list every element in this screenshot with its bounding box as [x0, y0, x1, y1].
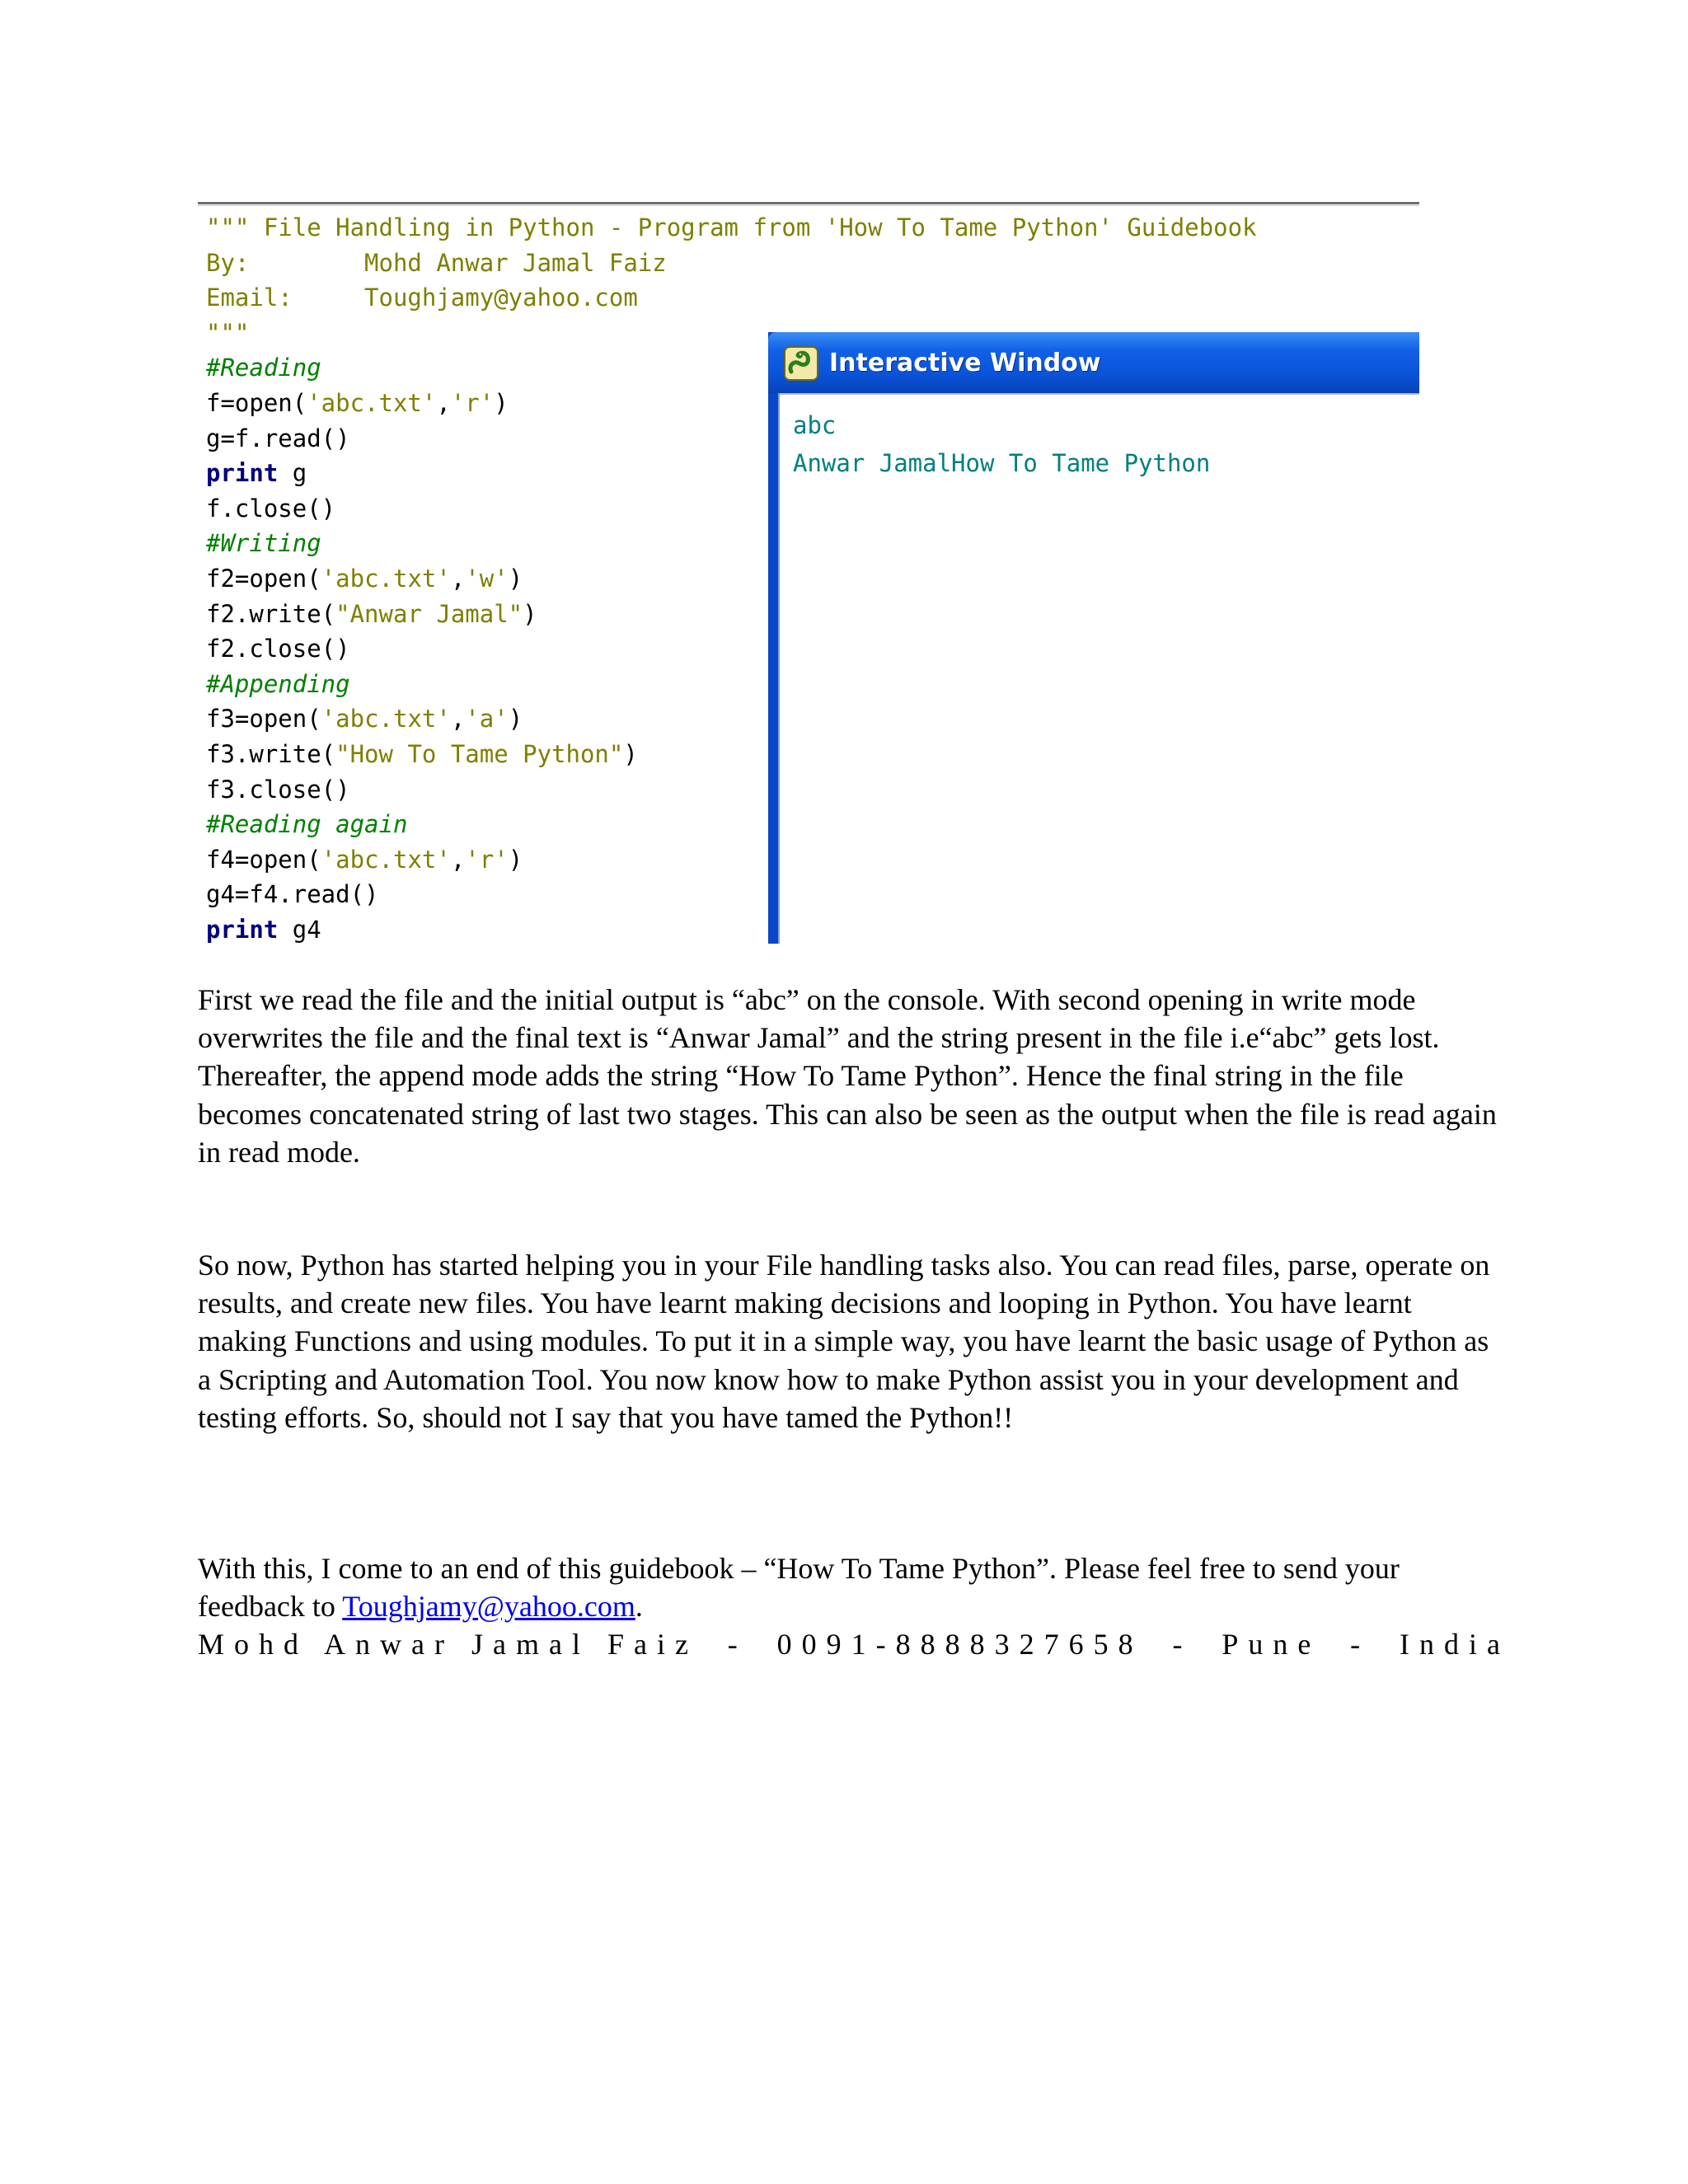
- code-string: 'abc.txt': [321, 564, 451, 593]
- closing-period: .: [635, 1590, 643, 1624]
- code-comment: #Reading: [206, 354, 321, 382]
- code-token: f=open(: [206, 388, 307, 417]
- interactive-window-output-area[interactable]: [780, 393, 1419, 944]
- code-line: [206, 246, 1257, 281]
- author-name: Mohd Anwar Jamal Faiz: [198, 1628, 698, 1661]
- code-token: f4=open(: [206, 845, 321, 874]
- code-token: ,: [450, 564, 466, 593]
- author-signature: [198, 1625, 1510, 1663]
- editor-top-border-shadow: [198, 205, 1419, 206]
- interactive-window-title: Interactive Window: [829, 349, 1101, 377]
- output-line: Anwar JamalHow To Tame Python: [793, 449, 1211, 477]
- output-line: abc: [793, 411, 837, 439]
- code-string: 'r': [450, 388, 495, 417]
- interactive-window-left-frame: [768, 332, 780, 944]
- code-token: ): [494, 388, 509, 417]
- signature-separator: -: [1172, 1628, 1193, 1661]
- interactive-window: [768, 332, 1419, 944]
- signature-separator: -: [1350, 1628, 1371, 1661]
- code-token: ): [523, 599, 537, 628]
- interactive-window-titlebar[interactable]: [768, 332, 1419, 393]
- code-token: g=f.read(): [206, 424, 350, 452]
- author-country: India: [1400, 1628, 1510, 1661]
- code-line: [206, 210, 1257, 246]
- code-token: ): [623, 739, 638, 768]
- code-comment: #Reading again: [206, 810, 408, 839]
- code-token: g4=f4.read(): [206, 880, 379, 909]
- code-token: f2.write(: [206, 599, 336, 628]
- code-token: f2=open(: [206, 564, 321, 593]
- author-city: Pune: [1221, 1628, 1321, 1661]
- code-token: f.close(): [206, 494, 336, 523]
- code-string: """: [206, 318, 250, 347]
- code-token: g: [278, 459, 307, 488]
- code-token: f3=open(: [206, 705, 321, 733]
- code-token: ): [508, 564, 523, 593]
- feedback-email-link[interactable]: Toughjamy@yahoo.com: [342, 1590, 635, 1624]
- code-string: "How To Tame Python": [335, 739, 624, 768]
- code-string: 'a': [465, 705, 509, 733]
- code-string: Email: Toughjamy@yahoo.com: [206, 284, 638, 312]
- code-token: ,: [436, 388, 451, 417]
- code-keyword: print: [206, 915, 279, 944]
- code-keyword: print: [206, 459, 279, 488]
- summary-paragraph: So now, Python has started helping you in your File handling tasks also. You can read files, parse, operate on results, and create new files. You have learnt making decisions and looping in Python. You have learnt making Functions and using modules. To put it in a simple way, you have learnt the basic usage of Python as a Scripting and Automation Tool. You now know how to make Python assist you in your development and testing efforts. So, should not I say that you have tamed the Python!!: [198, 1249, 1490, 1434]
- code-line: [206, 280, 1257, 316]
- code-comment: #Writing: [206, 529, 321, 558]
- code-token: ): [508, 845, 523, 874]
- closing-paragraph: [198, 1549, 1500, 1625]
- author-phone: 0091-8888327658: [776, 1628, 1143, 1661]
- code-comment: #Appending: [206, 669, 350, 698]
- code-string: By: Mohd Anwar Jamal Faiz: [206, 248, 667, 277]
- code-string: 'abc.txt': [321, 705, 451, 733]
- code-string: """ File Handling in Python - Program from 'How To Tame Python' Guidebook: [206, 213, 1257, 241]
- code-screenshot: [198, 202, 1419, 944]
- code-token: g4: [278, 915, 321, 944]
- explanation-paragraph: First we read the file and the initial output is “abc” on the console. With second opening in write mode overwrites the file and the final text is “Anwar Jamal” and the string present in the file i.e“abc” gets lost. Thereafter, the append mode adds the string “How To Tame Python”. Hence the final string in the file becomes concatenated string of last two stages. This can also be seen as the output when the file is read again in read mode.: [198, 983, 1497, 1169]
- code-string: 'abc.txt': [307, 388, 437, 417]
- code-string: "Anwar Jamal": [335, 599, 523, 628]
- code-string: 'r': [465, 845, 509, 874]
- code-string: 'abc.txt': [321, 845, 451, 874]
- closing-text: With this, I come to an end of this guidebook – “How To Tame Python”. Please feel free to send your feedback to: [198, 1552, 1400, 1624]
- code-string: 'w': [465, 564, 509, 593]
- code-token: f3.write(: [206, 739, 336, 768]
- editor-top-border: [198, 202, 1419, 204]
- code-token: f2.close(): [206, 635, 350, 663]
- code-token: f3.close(): [206, 775, 350, 804]
- python-snake-icon: [783, 345, 819, 382]
- code-token: ): [508, 705, 523, 733]
- code-token: ,: [450, 845, 466, 874]
- code-token: ,: [450, 705, 466, 733]
- console-output: [793, 406, 1210, 482]
- signature-separator: -: [727, 1628, 748, 1661]
